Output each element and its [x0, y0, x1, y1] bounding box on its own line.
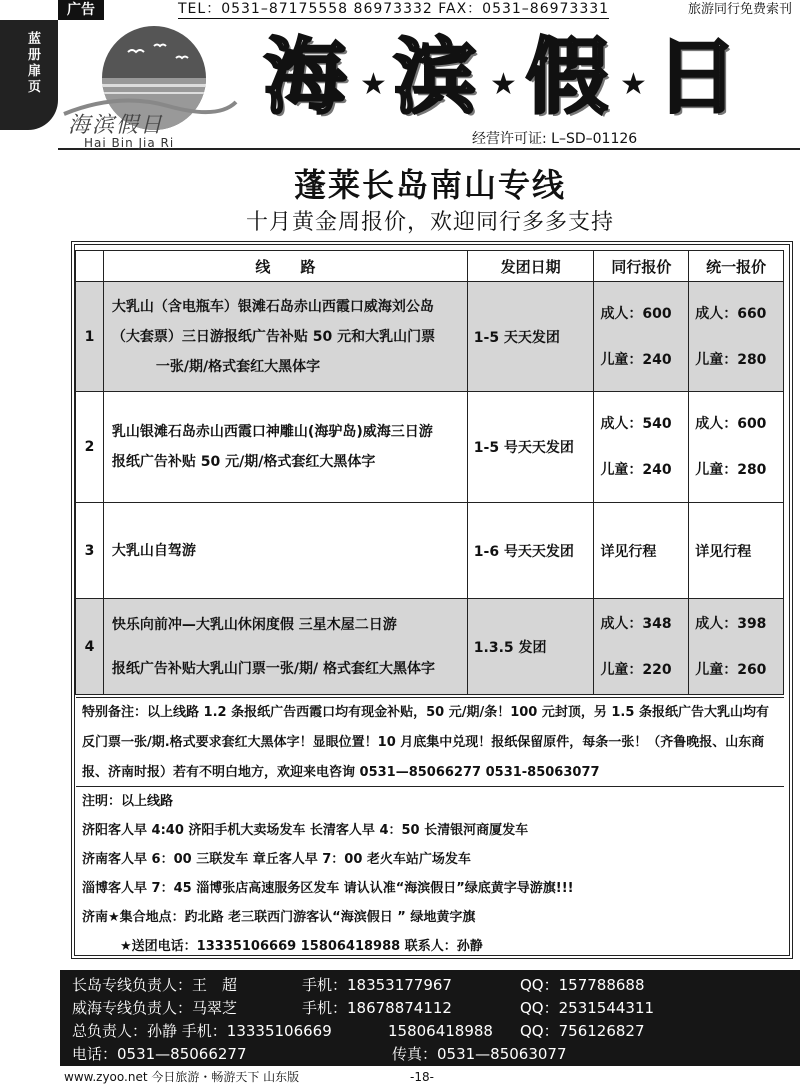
- brand-char: 假: [526, 30, 609, 125]
- company-logo: [58, 22, 238, 148]
- brand-title: [264, 26, 764, 130]
- footer: [60, 1068, 800, 1086]
- logo-chinese-name: 海滨假日: [68, 113, 165, 138]
- header-route: 线 路: [103, 251, 467, 282]
- brand-char: 海: [264, 30, 347, 125]
- contact-fax: 传真：0531—85063077: [392, 1045, 567, 1063]
- special-notes: [76, 697, 784, 787]
- contact-person: 威海专线负责人：马翠芝: [72, 999, 238, 1017]
- price-adult: 成人：600: [695, 416, 767, 432]
- contacts-box: [60, 970, 800, 1066]
- table-header-row: [76, 251, 784, 282]
- departure-date: 1-6 号天天发团: [467, 503, 594, 599]
- price-child: 儿童：280: [695, 351, 767, 368]
- route-line: 一张/期/格式套红大黑体字: [155, 358, 321, 375]
- header-number: [76, 251, 104, 282]
- note-line: 报、济南时报）若有不明白地方，欢迎来电咨询 0531—85066277 0531-85063077: [82, 765, 600, 780]
- departure-date: 1-5 号天天发团: [467, 392, 594, 503]
- unified-price-cell: 详见行程: [689, 503, 784, 599]
- star-icon: ★: [360, 67, 387, 102]
- contact-person: 总负责人：孙静 手机：13335106669: [72, 1022, 332, 1040]
- price-adult: 成人：600: [600, 305, 672, 322]
- route-cell: [103, 392, 467, 503]
- slogan: 旅游同行免费索刊: [687, 2, 792, 17]
- row-number: 4: [76, 599, 104, 695]
- info-line: 济阳客人早 4:40 济阳手机大卖场发车 长清客人早 4：50 长清银河商厦发车: [82, 823, 529, 838]
- route-cell: [103, 599, 467, 695]
- contact-phone: 电话：0531—85066277: [72, 1045, 247, 1063]
- peer-price-cell: [594, 282, 689, 392]
- price-adult: 成人：398: [695, 615, 767, 632]
- header: [58, 20, 800, 150]
- logo-pinyin: Hai Bin Jia Ri: [84, 136, 175, 150]
- route-line: （大套票）三日游报纸广告补贴 50 元和大乳山门票: [111, 328, 436, 345]
- header-date: 发团日期: [467, 251, 594, 282]
- table-row: [76, 392, 784, 503]
- contact-qq: QQ：157788688: [520, 976, 645, 994]
- route-line: 大乳山自驾游: [111, 542, 196, 559]
- contact-qq: QQ：756126827: [520, 1022, 645, 1040]
- price-adult: 成人：540: [600, 416, 672, 432]
- route-line: 报纸广告补贴 50 元/期/格式套红大黑体字: [111, 454, 376, 470]
- route-cell: [103, 282, 467, 392]
- page-subtitle: 十月黄金周报价，欢迎同行多多支持: [245, 210, 614, 235]
- route-line: 快乐向前冲—大乳山休闲度假 三星木屋二日游: [111, 616, 397, 633]
- contact-mobile: 手机：18678874112: [302, 999, 452, 1017]
- note-line: 特别备注：以上线路 1.2 条报纸广告西霞口均有现金补贴，50 元/期/条！100 元封顶，另 1.5 条报纸广告大乳山均有: [82, 705, 769, 720]
- info-line: 济南★集合地点：趵北路 老三联西门游客认“海滨假日 ” 绿地黄字旗: [82, 910, 476, 925]
- table-row: [76, 599, 784, 695]
- price-adult: 成人：348: [600, 615, 672, 632]
- price-child: 儿童：240: [600, 462, 672, 478]
- unified-price-cell: [689, 599, 784, 695]
- table-row: [76, 282, 784, 392]
- price-table: [75, 250, 784, 695]
- page-number: -18-: [410, 1070, 434, 1084]
- info-line: ★送团电话：13335106669 15806418988 联系人：孙静: [120, 939, 483, 954]
- row-number: 3: [76, 503, 104, 599]
- header-unified-price: 统一报价: [689, 251, 784, 282]
- departure-info: [76, 787, 784, 957]
- page-title: 蓬莱长岛南山专线: [293, 166, 566, 204]
- note-line: 反门票一张/期.格式要求套红大黑体字！显眼位置！10 月底集中兑现！报纸保留原件，每条一张！（齐鲁晚报、山东商: [82, 735, 765, 750]
- contact-qq: QQ：2531544311: [520, 999, 655, 1017]
- info-line: 淄博客人早 7：45 淄博张店高速服务区发车 请认认准“海滨假日”绿底黄字导游旗!!!: [82, 881, 574, 896]
- departure-date: 1-5 天天发团: [467, 282, 594, 392]
- peer-price-cell: [594, 392, 689, 503]
- contact-mobile: 15806418988: [388, 1022, 493, 1040]
- unified-price-cell: [689, 392, 784, 503]
- brand-char: 滨: [394, 30, 477, 125]
- row-number: 2: [76, 392, 104, 503]
- star-icon: ★: [490, 67, 517, 102]
- star-icon: ★: [620, 67, 647, 102]
- side-tab: [0, 20, 58, 130]
- top-bar: [0, 0, 800, 20]
- brand-char: 日: [656, 30, 739, 125]
- header-peer-price: 同行报价: [594, 251, 689, 282]
- peer-price-cell: 详见行程: [594, 503, 689, 599]
- price-child: 儿童：260: [695, 661, 767, 678]
- contact-person: 长岛专线负责人：王 超: [72, 976, 238, 994]
- contact-mobile: 手机：18353177967: [302, 976, 452, 994]
- price-child: 儿童：220: [600, 661, 672, 678]
- info-line: 济南客人早 6：00 三联发车 章丘客人早 7：00 老火车站广场发车: [82, 852, 471, 867]
- footer-site: www.zyoo.net 今日旅游・畅游天下 山东版: [64, 1070, 300, 1084]
- contact-line: TEL：0531–87175558 86973332 FAX：0531–86973331: [178, 1, 610, 17]
- departure-date: 1.3.5 发团: [467, 599, 594, 695]
- side-tab-label: 蓝册扉页: [28, 32, 42, 95]
- price-child: 儿童：240: [600, 351, 672, 368]
- route-line: 大乳山（含电瓶车）银滩石岛赤山西霞口威海刘公岛: [111, 298, 434, 315]
- price-adult: 成人：660: [695, 305, 767, 322]
- ad-tag: 广告: [58, 0, 104, 20]
- route-line: 报纸广告补贴大乳山门票一张/期/ 格式套红大黑体字: [111, 660, 436, 677]
- price-child: 儿童：280: [695, 462, 767, 478]
- unified-price-cell: [689, 282, 784, 392]
- row-number: 1: [76, 282, 104, 392]
- business-license: 经营许可证: L–SD–01126: [472, 131, 638, 147]
- route-line: 乳山银滩石岛赤山西霞口神雕山(海驴岛)威海三日游: [111, 424, 433, 440]
- table-row: [76, 503, 784, 599]
- peer-price-cell: [594, 599, 689, 695]
- info-line: 注明：以上线路: [82, 794, 174, 809]
- route-cell: [103, 503, 467, 599]
